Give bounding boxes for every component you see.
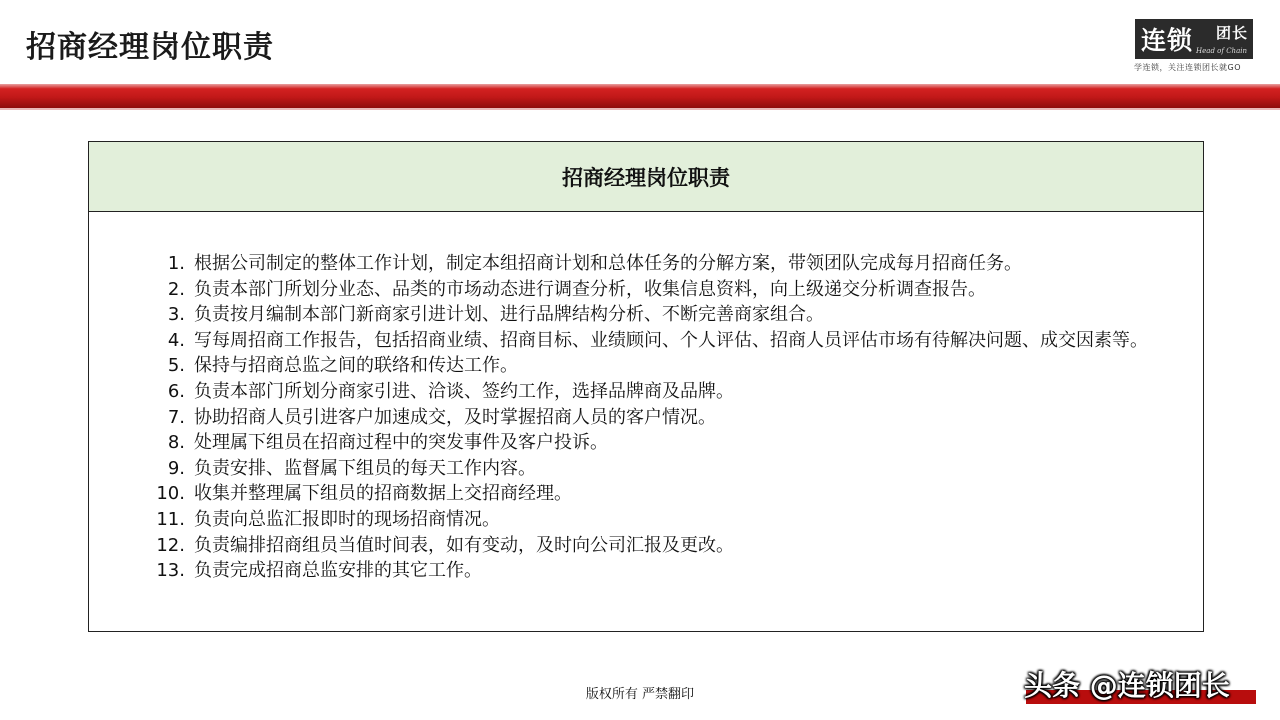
list-item xyxy=(145,405,1175,431)
list-item-text: 负责安排、监督属下组员的每天工作内容。 xyxy=(194,457,536,479)
list-item xyxy=(145,379,1175,405)
watermark-text: 头条 @连锁团长 xyxy=(1024,669,1230,702)
list-item xyxy=(145,533,1175,559)
list-item-number: 11. xyxy=(156,508,185,530)
list-item-number: 1. xyxy=(167,253,185,274)
list-item-text: 写每周招商工作报告，包括招商业绩、招商目标、业绩顾问、个人评估、招商人员评估市场有待解决问题、成交因素等。 xyxy=(194,329,1148,351)
list-item xyxy=(145,251,1175,277)
list-item xyxy=(145,456,1175,482)
list-item-number: 10. xyxy=(156,483,185,505)
brand-logo xyxy=(1135,19,1253,59)
logo-small-text: 团长 xyxy=(1215,24,1248,42)
duties-card-header xyxy=(89,142,1203,212)
logo-subtitle: Head of Chain xyxy=(1196,47,1247,55)
list-item-number: 7. xyxy=(167,406,185,428)
list-item-text: 负责本部门所划分业态、品类的市场动态进行调查分析，收集信息资料，向上级递交分析调查报告。 xyxy=(194,278,986,300)
list-item xyxy=(145,430,1175,456)
duties-list xyxy=(145,251,1175,584)
list-item-number: 12. xyxy=(156,534,185,556)
list-item-number: 9. xyxy=(167,457,185,479)
list-item-number: 13. xyxy=(156,560,185,582)
logo-slogan: 学连锁，关注连锁团长就GO xyxy=(1134,63,1241,72)
list-item-text: 根据公司制定的整体工作计划，制定本组招商计划和总体任务的分解方案，带领团队完成每月招商任务。 xyxy=(194,253,1022,274)
list-item xyxy=(145,481,1175,507)
header-red-band xyxy=(0,84,1280,108)
list-item-text: 保持与招商总监之间的联络和传达工作。 xyxy=(194,355,518,377)
page-title: 招商经理岗位职责 xyxy=(26,30,274,65)
list-item-text: 负责完成招商总监安排的其它工作。 xyxy=(194,560,482,582)
list-item xyxy=(145,277,1175,303)
list-item-text: 负责按月编制本部门新商家引进计划、进行品牌结构分析、不断完善商家组合。 xyxy=(194,304,824,326)
list-item xyxy=(145,507,1175,533)
list-item-text: 处理属下组员在招商过程中的突发事件及客户投诉。 xyxy=(194,432,608,454)
list-item-number: 3. xyxy=(167,304,185,326)
list-item-text: 负责编排招商组员当值时间表，如有变动，及时向公司汇报及更改。 xyxy=(194,534,734,556)
duties-card-title: 招商经理岗位职责 xyxy=(562,165,730,190)
list-item-number: 2. xyxy=(167,278,185,300)
copyright-text: 版权所有 严禁翻印 xyxy=(585,687,695,702)
list-item-number: 4. xyxy=(167,329,185,351)
list-item xyxy=(145,558,1175,584)
duties-card xyxy=(88,141,1204,632)
list-item xyxy=(145,353,1175,379)
list-item-number: 5. xyxy=(167,355,185,377)
list-item-text: 收集并整理属下组员的招商数据上交招商经理。 xyxy=(194,483,572,505)
list-item-number: 8. xyxy=(167,432,185,454)
header-red-band-highlight xyxy=(0,108,1280,110)
list-item xyxy=(145,302,1175,328)
logo-main-text: 连锁 xyxy=(1141,26,1194,55)
list-item-text: 负责本部门所划分商家引进、洽谈、签约工作，选择品牌商及品牌。 xyxy=(194,380,734,402)
list-item-text: 负责向总监汇报即时的现场招商情况。 xyxy=(194,508,500,530)
list-item-number: 6. xyxy=(167,380,185,402)
list-item-text: 协助招商人员引进客户加速成交，及时掌握招商人员的客户情况。 xyxy=(194,406,716,428)
list-item xyxy=(145,328,1175,354)
